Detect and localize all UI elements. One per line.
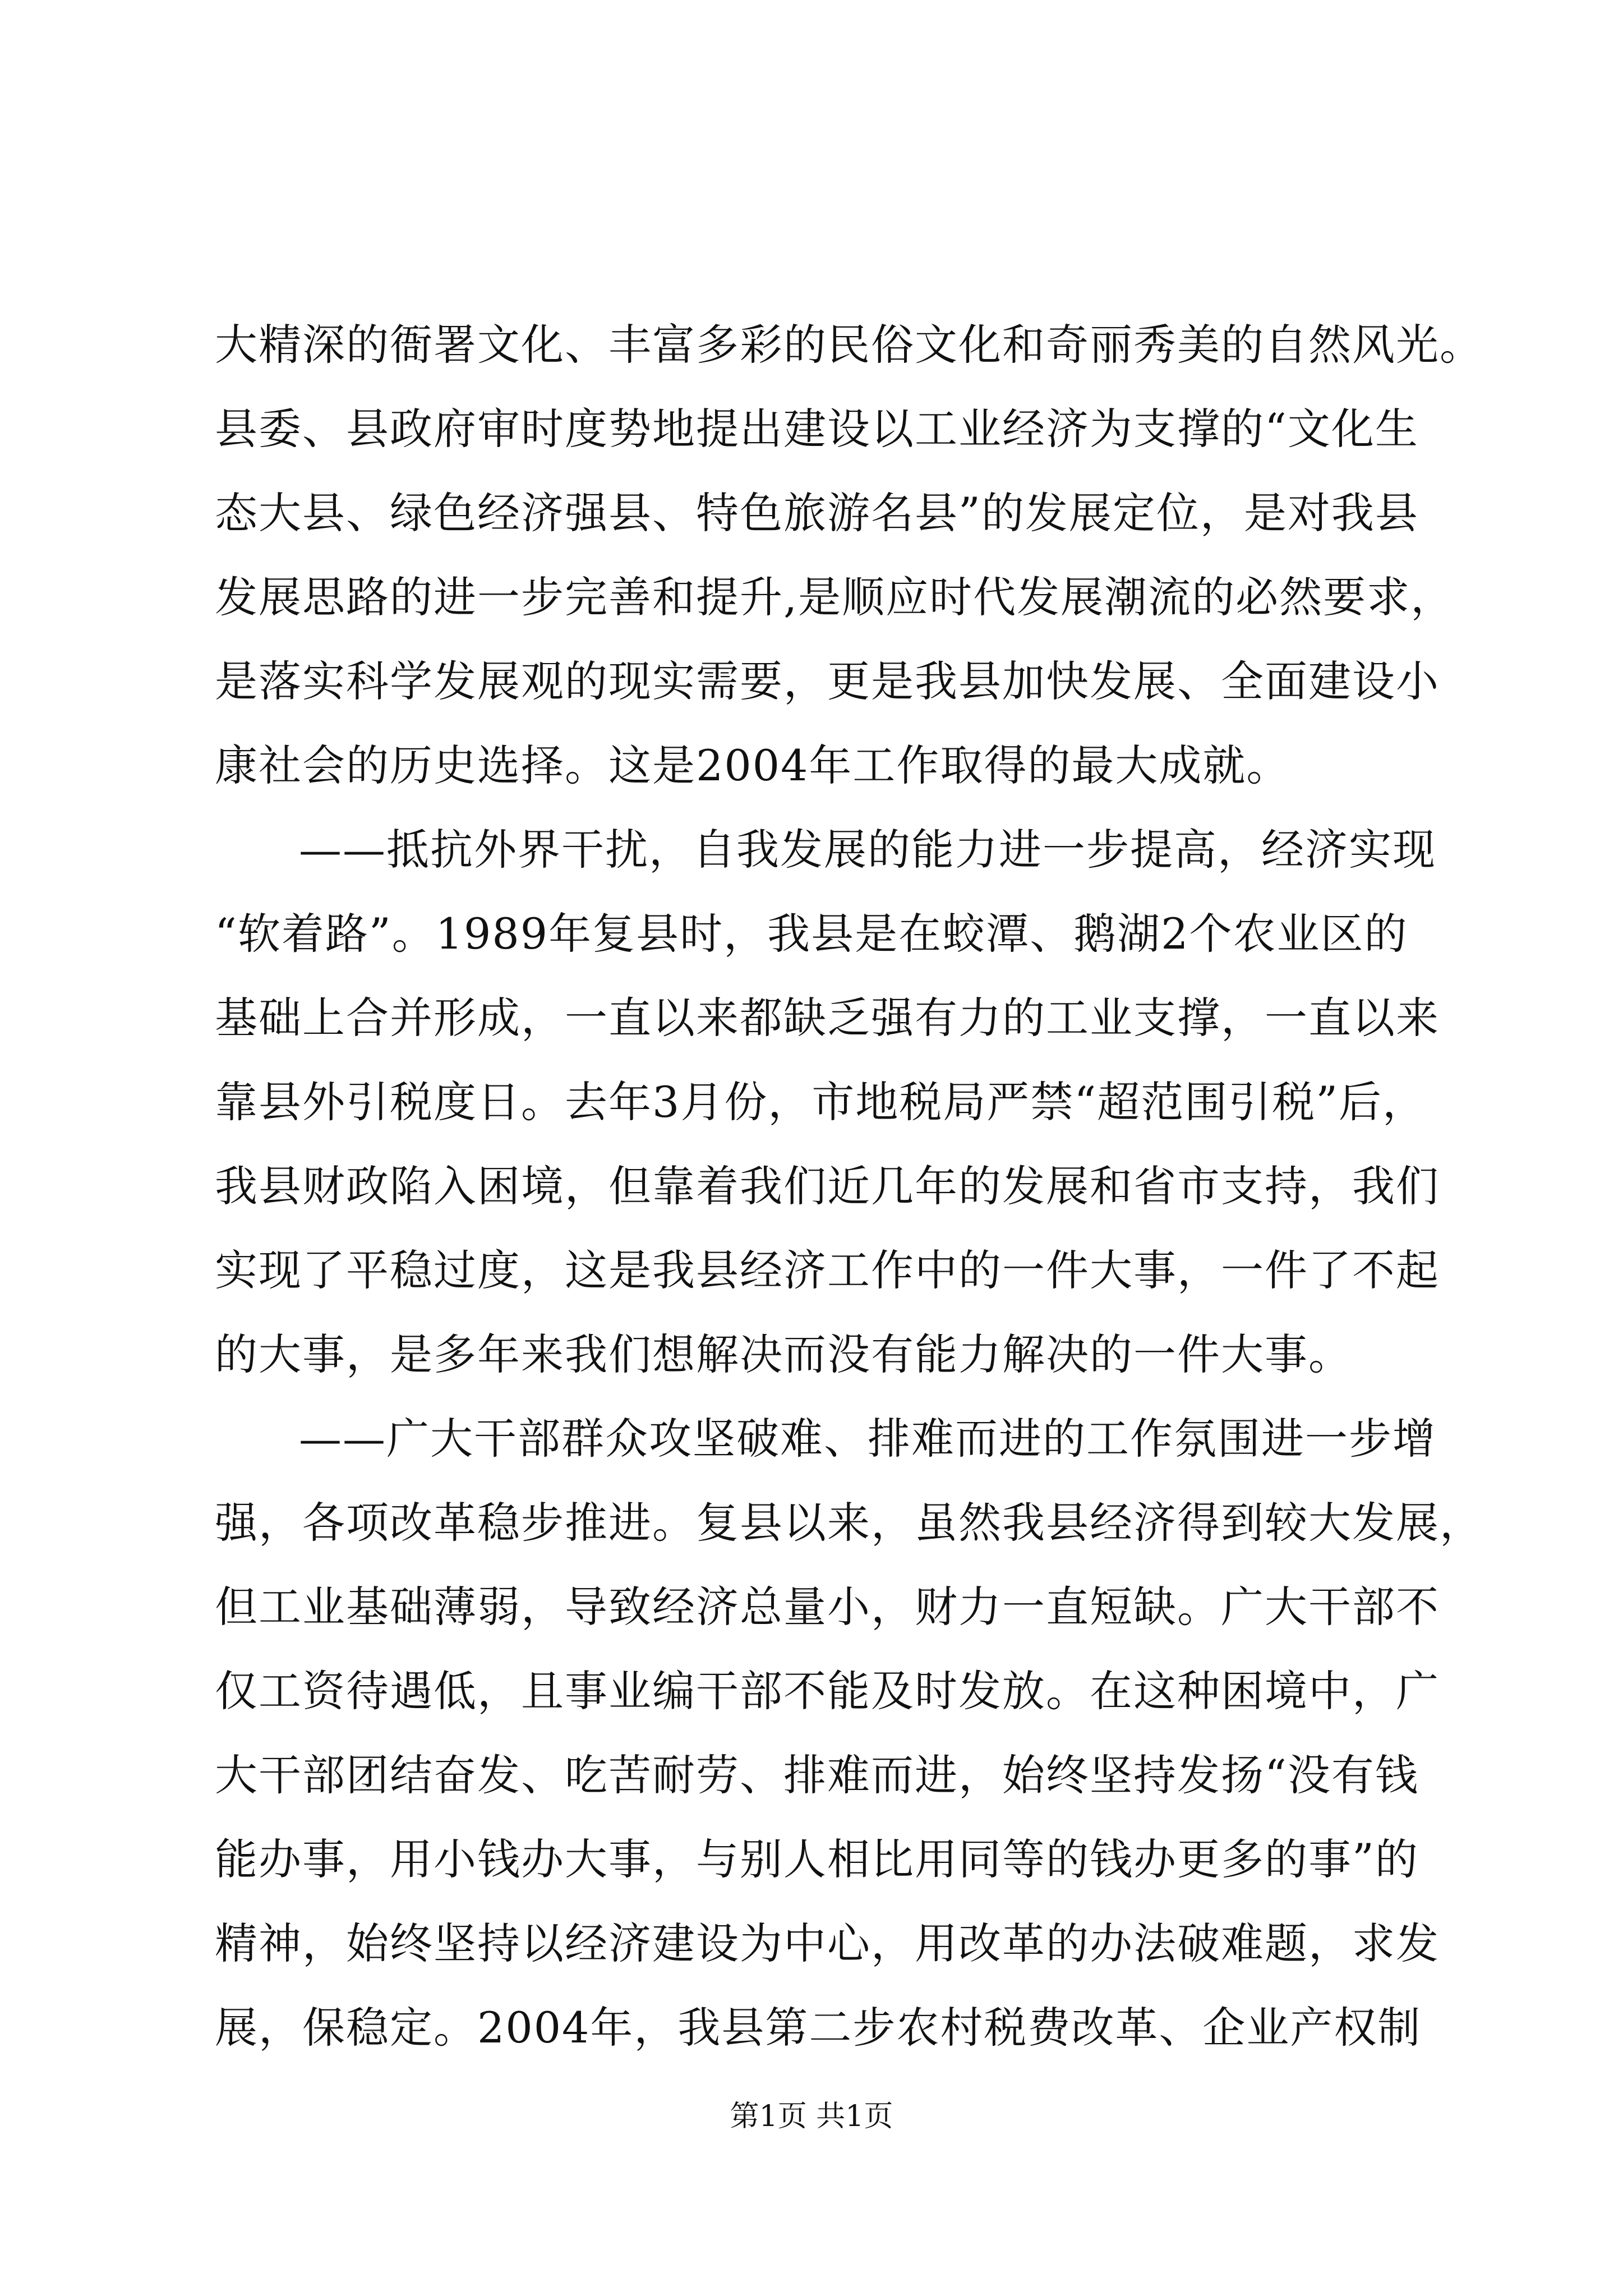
document-body [215,303,1483,2070]
text-line: 康社会的历史选择。这是2004年工作取得的最大成就。 [215,740,1290,790]
text-line: 基础上合并形成，一直以来都缺乏强有力的工业支撑，一直以来 [215,993,1440,1043]
text-line: 发展思路的进一步完善和提升,是顺应时代发展潮流的必然要求， [215,572,1455,622]
text-line: 仅工资待遇低，且事业编干部不能及时发放。在这种困境中，广 [215,1666,1440,1716]
page-footer [0,2097,1623,2136]
text-line: 但工业基础薄弱，导致经济总量小，财力一直短缺。广大干部不 [215,1582,1440,1632]
text-line: 展，保稳定。2004年，我县第二步农村税费改革、企业产权制 [215,2003,1422,2053]
text-line: 能办事，用小钱办大事，与别人相比用同等的钱办更多的事”的 [215,1834,1419,1884]
text-line: “软着路”。1989年复县时，我县是在蛟潭、鹅湖2个农业区的 [215,909,1408,959]
text-line: 强，各项改革稳步推进。复县以来，虽然我县经济得到较大发展， [215,1498,1483,1548]
text-line: 靠县外引税度日。去年3月份，市地税局严禁“超范围引税”后， [215,1077,1427,1127]
page-number-label: 第1页 共1页 [730,2100,893,2133]
text-line: 精神，始终坚持以经济建设为中心，用改革的办法破难题，求发 [215,1918,1440,1968]
text-line: 我县财政陷入困境，但靠着我们近几年的发展和省市支持，我们 [215,1161,1440,1211]
text-line: 实现了平稳过度，这是我县经济工作中的一件大事，一件了不起 [215,1245,1440,1295]
text-line: 的大事，是多年来我们想解决而没有能力解决的一件大事。 [215,1329,1352,1379]
text-line: 县委、县政府审时度势地提出建设以工业经济为支撑的“文化生 [215,404,1419,454]
text-line: 大精深的衙署文化、丰富多彩的民俗文化和奇丽秀美的自然风光。 [215,320,1483,370]
text-line: 大干部团结奋发、吃苦耐劳、排难而进，始终坚持发扬“没有钱 [215,1750,1419,1800]
text-line: 是落实科学发展观的现实需要，更是我县加快发展、全面建设小 [215,656,1440,706]
text-line: 态大县、绿色经济强县、特色旅游名县”的发展定位，是对我县 [215,488,1419,538]
paragraph-first-line: ——抵抗外界干扰，自我发展的能力进一步提高，经济实现 [299,825,1436,875]
paragraph-first-line: ——广大干部群众攻坚破难、排难而进的工作氛围进一步增 [299,1414,1436,1464]
